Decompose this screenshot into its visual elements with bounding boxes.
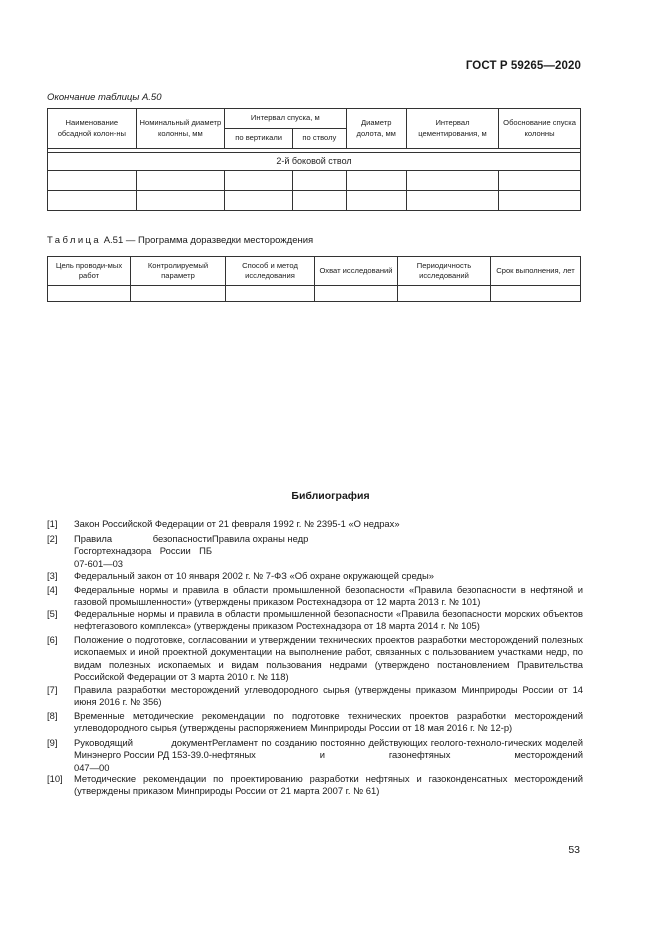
table-a51-caption [47, 235, 313, 246]
bib-number: [4] [47, 584, 58, 595]
table-row [48, 286, 581, 302]
t50-header-vertical: по вертикали [225, 129, 293, 149]
bibliography-item-7 [47, 684, 583, 709]
table-a51-caption-label: Таблица [47, 235, 102, 246]
t51-header-parameter: Контролируемый параметр [131, 257, 226, 286]
bibliography-item-1 [47, 518, 583, 530]
bibliography-item-4 [47, 584, 583, 609]
bib-issuer: Руководящий документ Минэнерго России РД 153-39.0-047—00 [74, 737, 212, 773]
bibliography-item-8 [47, 710, 583, 735]
t50-header-casing-name: Наименование обсадной колон-ны [48, 109, 137, 149]
table-a51-caption-title: А.51 — Программа доразведки месторождения [103, 235, 314, 246]
bib-text: Федеральные нормы и правила в области промышленной безопасности «Правила безопасности в нефтяной и газовой промышленности» (утверждены приказом Ростехнадзора от 12 марта 2013 г. № 101) [74, 584, 583, 608]
t51-header-term: Срок выполнения, лет [491, 257, 581, 286]
bib-title: Регламент по созданию постоянно действующих геолого-техноло-гических моделей нефтяных и газонефтяных месторождений [212, 737, 583, 761]
bibliography-item-10 [47, 773, 583, 798]
bib-issuer: Правила безопасности Госгортехнадзора России ПБ 07-601—03 [74, 533, 212, 569]
bib-text: Федеральный закон от 10 января 2002 г. № 7-ФЗ «Об охране окружающей среды» [74, 570, 434, 581]
table-row [48, 171, 581, 191]
t50-section-row: 2-й боковой ствол [48, 153, 581, 171]
bib-number: [10] [47, 773, 63, 784]
bib-number: [2] [47, 533, 58, 544]
t51-header-coverage: Охват исследований [315, 257, 398, 286]
t50-header-cement-interval: Интервал цементирования, м [406, 109, 498, 149]
t51-header-goal: Цель проводи-мых работ [48, 257, 131, 286]
bib-text: Закон Российской Федерации от 21 февраля 1992 г. № 2395-1 «О недрах» [74, 518, 400, 529]
bib-number: [3] [47, 570, 58, 581]
bib-text: Правила разработки месторождений углеводородного сырья (утверждены приказом Минприроды России от 14 июня 2016 г. № 356) [74, 684, 583, 708]
bib-text: Методические рекомендации по проектированию разработки нефтяных и газоконденсатных месторождений (утверждены приказом Минприроды России от 21 марта 2007 г. № 61) [74, 773, 583, 797]
bibliography-title: Библиография [291, 490, 370, 502]
bib-number: [5] [47, 608, 58, 619]
t50-header-justification: Обоснование спуска колонны [499, 109, 581, 149]
bibliography-item-6 [47, 634, 583, 684]
bibliography-item-3 [47, 570, 583, 582]
bib-number: [9] [47, 737, 58, 748]
t50-header-run-interval: Интервал спуска, м [225, 109, 346, 129]
table-a50-caption: Окончание таблицы А.50 [47, 92, 162, 103]
table-a51 [47, 256, 581, 302]
table-row [48, 191, 581, 211]
t51-header-periodicity: Периодичность исследований [398, 257, 491, 286]
bibliography-item-5 [47, 608, 583, 633]
bib-title: Правила охраны недр [212, 533, 309, 544]
bib-number: [1] [47, 518, 58, 529]
page-number: 53 [568, 844, 580, 856]
standard-designation: ГОСТ Р 59265—2020 [465, 60, 581, 72]
bib-text: Положение о подготовке, согласовании и утверждении технических проектов разработки месторождений полезных ископаемых и иной проектной документации на выполнение работ, связанных с пользованием участками недр, по видам полезных ископаемых и видам пользования недрами (утверждено постановлением Правительства Российской Федерации от 3 марта 2010 г. № 118) [74, 634, 583, 683]
bib-text: Временные методические рекомендации по подготовке технических проектов разработки месторождений углеводородного сырья (утверждены распоряжением Минприроды России от 18 мая 2016 г. № 12-р) [74, 710, 583, 734]
bibliography-item-2 [47, 533, 583, 570]
t51-header-method: Способ и метод исследования [226, 257, 315, 286]
table-a50 [47, 108, 581, 211]
bib-number: [7] [47, 684, 58, 695]
bib-text: Федеральные нормы и правила в области промышленной безопасности «Правила безопасности морских объектов нефтегазового комплекса» (утверждены приказом Ростехнадзора от 18 марта 2014 г. № 105) [74, 608, 583, 632]
bib-number: [6] [47, 634, 58, 645]
t50-header-wellbore: по стволу [293, 129, 346, 149]
t50-header-diameter: Номинальный диаметр колонны, мм [136, 109, 224, 149]
bibliography-item-9 [47, 737, 583, 774]
t50-header-bit-diameter: Диаметр долота, мм [346, 109, 406, 149]
bib-number: [8] [47, 710, 58, 721]
